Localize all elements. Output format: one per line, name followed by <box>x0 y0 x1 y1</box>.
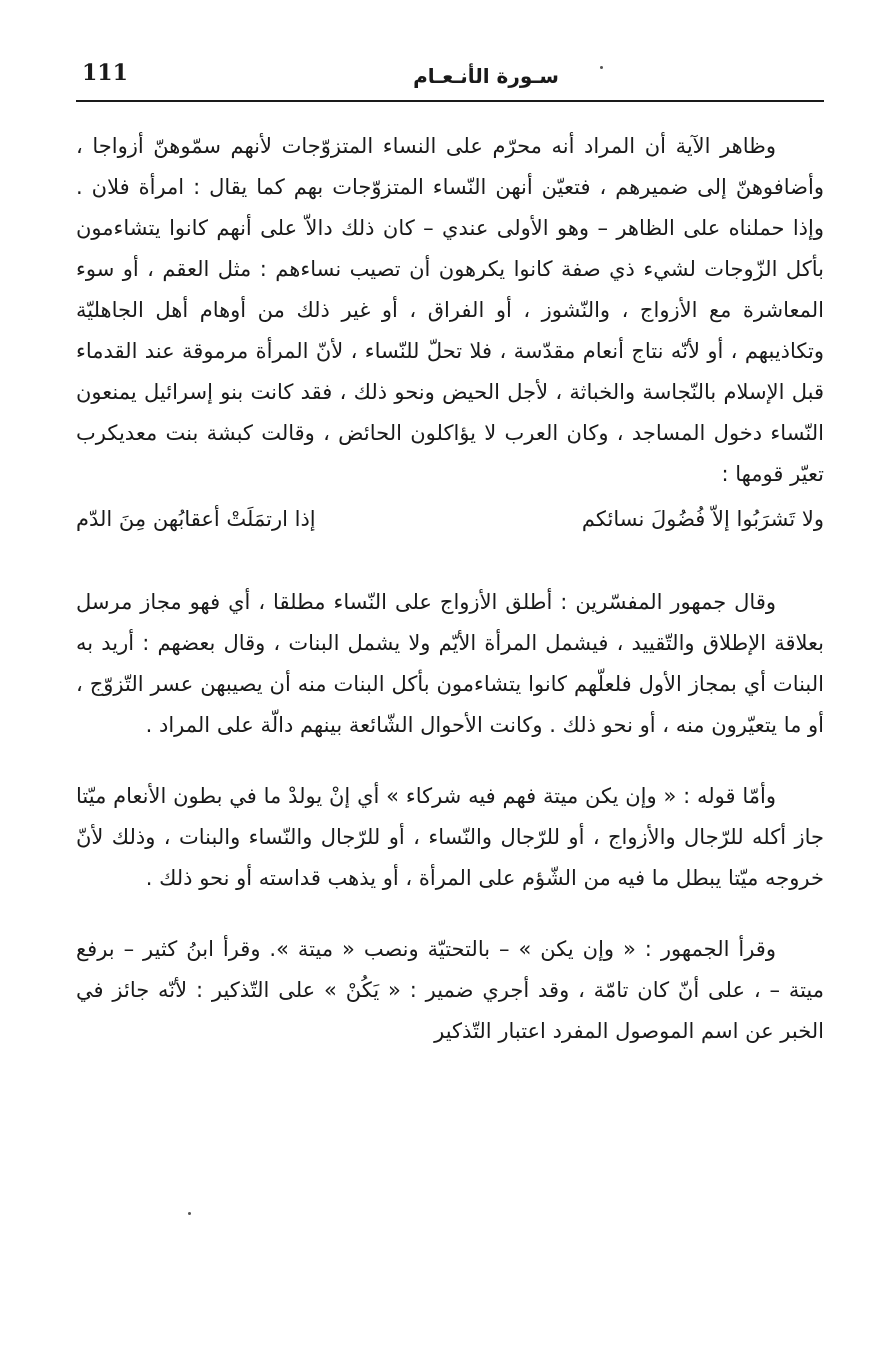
paragraph: وأمّا قوله : « وإن يكن ميتة فهم فيه شركاء » أي إنْ يولدْ ما في بطون الأنعام ميّتا جاز أكله للرّجال والأزواج ، أو للرّجال والنّساء ، أو للرّجال والنّساء والبنات ، وذلك لأنّ خروجه ميّتا يبطل ما فيه من الشّؤم على المرأة ، أو يذهب قداسته أو نحو ذلك . <box>76 784 824 890</box>
speck-mark <box>188 1212 191 1215</box>
poem-hemistich-right: ولا تَشرَبُوا إلاّ فُضُولَ نسائكم <box>581 507 824 531</box>
poem-verse <box>76 499 824 540</box>
page-body <box>76 126 824 1052</box>
page-number: 111 <box>82 60 128 86</box>
paragraph: وقال جمهور المفسّرين : أطلق الأزواج على النّساء مطلقا ، أي فهو مجاز مرسل بعلاقة الإطلاق والتّقييد ، فيشمل المرأة الأيّم ولا يشمل البنات ، وقال بعضهم : أريد به البنات أي بمجاز الأول فلعلّهم كانوا يتشاءمون بأكل البنات منه أن يصيبهن عسر التّزوّج ، أو ما يتعيّرون منه ، أو نحو ذلك . وكانت الأحوال الشّائعة بينهم دالّة على المراد . <box>76 590 824 737</box>
paragraph-gap <box>76 899 824 929</box>
poem-hemistich-left: إذا ارتمَلَتْ أعقابُهن مِنَ الدّم <box>76 507 316 531</box>
header-rule <box>76 100 824 102</box>
paragraph-gap <box>76 540 824 582</box>
speck-mark <box>600 66 603 69</box>
page-header <box>76 56 824 100</box>
running-title: سـورة الأنـعـام <box>413 64 559 88</box>
paragraph: وقرأ الجمهور : « وإن يكن » – بالتحتيّة ونصب « ميتة ». وقرأ ابنُ كثير – برفع ميتة – ، على أنّ كان تامّة ، وقد أجري ضمير : « يَكُنْ » على التّذكير : لأنّه جائز في الخبر عن اسم الموصول المفرد اعتبار التّذكير <box>76 937 824 1043</box>
paragraph: وظاهر الآية أن المراد أنه محرّم على النساء المتزوّجات لأنهم سمّوهنّ أزواجا ، وأضافوهنّ إلى ضميرهم ، فتعيّن أنهن النّساء المتزوّجات بهم كما يقال : امرأة فلان . وإذا حملناه على الظاهر – وهو الأولى عندي – كان ذلك دالاّ على أنهم كانوا يتشاءمون بأكل الزّوجات لشيء ذي صفة كانوا يكرهون أن تصيب نساءهم : مثل العقم ، أو سوء المعاشرة مع الأزواج ، والنّشوز ، أو الفراق ، أو غير ذلك من أوهام أهل الجاهليّة وتكاذيبهم ، أو لأنّه نتاج أنعام مقدّسة ، فلا تحلّ للنّساء ، لأنّ المرأة مرموقة عند القدماء قبل الإسلام بالنّجاسة والخباثة ، لأجل الحيض ونحو ذلك ، فقد كانت بنو إسرائيل يمنعون النّساء دخول المساجد ، وكان العرب لا يؤاكلون الحائض ، وقالت كبشة بنت معديكرب تعيّر قومها : <box>76 134 824 486</box>
paragraph-gap <box>76 746 824 776</box>
